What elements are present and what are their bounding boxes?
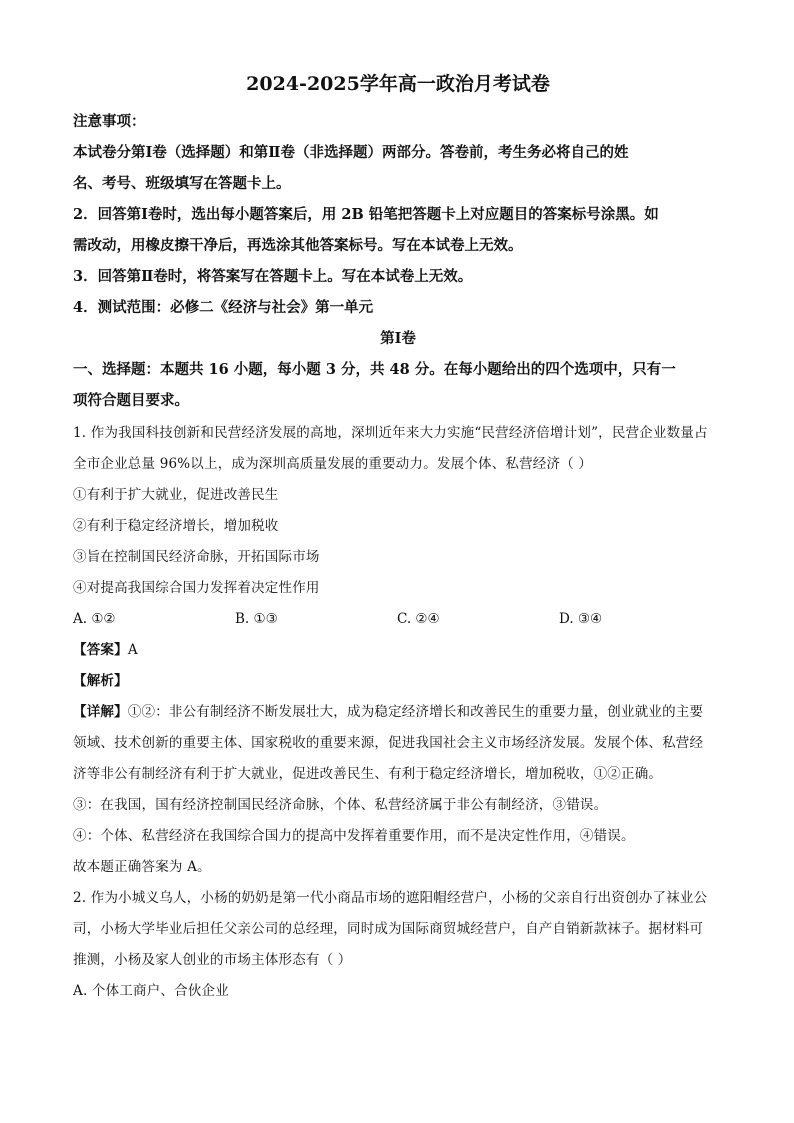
notice-line-2a: 2．回答第Ⅰ卷时，选出每小题答案后，用 2B 铅笔把答题卡上对应题目的答案标号涂黑。如 <box>73 206 659 223</box>
q1-stem-a: 1. 作为我国科技创新和民营经济发展的高地，深圳近年来大力实施“民营经济倍增计划”，民营企业数量占 <box>73 425 708 441</box>
notice-line-3: 3．回答第Ⅱ卷时，将答案写在答题卡上。写在本试卷上无效。 <box>73 268 473 285</box>
part1-instructions-a: 一、选择题：本题共 16 小题，每小题 3 分，共 48 分。在每小题给出的四个选项中，只有一 <box>73 361 676 378</box>
q1-answer-value: A <box>127 642 138 658</box>
q1-option-c: C. ②④ <box>397 611 440 627</box>
q1-conclusion: 故本题正确答案为 A。 <box>73 859 211 875</box>
exam-content <box>73 70 723 1007</box>
q1-detail-e: ④：个体、私营经济在我国综合国力的提高中发挥着重要作用，而不是决定性作用，④错误。 <box>73 828 635 844</box>
q1-statement-1: ①有利于扩大就业，促进改善民生 <box>73 487 279 503</box>
q2-stem-c: 推测，小杨及家人创业的市场主体形态有（ ） <box>73 952 352 968</box>
q1-analysis-label: 【解析】 <box>73 673 128 689</box>
q1-detail-c: 济等非公有制经济有利于扩大就业，促进改善民生、有利于稳定经济增长，增加税收，①②正确。 <box>73 766 663 782</box>
q1-option-d: D. ③④ <box>559 611 603 627</box>
q1-detail-b: 领域、技术创新的重要主体、国家税收的重要来源，促进我国社会主义市场经济发展。发展个体、私营经 <box>73 735 704 751</box>
q1-answer-label: 【答案】 <box>73 642 128 658</box>
q2-option-a: A. 个体工商户、合伙企业 <box>73 983 229 999</box>
notice-line-1b: 名、考号、班级填写在答题卡上。 <box>73 175 291 192</box>
notice-heading: 注意事项： <box>73 113 146 130</box>
q1-options <box>73 604 723 635</box>
q1-detail-a <box>73 697 723 728</box>
q1-detail-d: ③：在我国，国有经济控制国民经济命脉，个体、私营经济属于非公有制经济，③错误。 <box>73 797 608 813</box>
q1-analysis <box>73 666 723 697</box>
page-title: 2024-2025学年高一政治月考试卷 <box>246 73 550 95</box>
notice-line-2b: 需改动，用橡皮擦干净后，再选涂其他答案标号。写在本试卷上无效。 <box>73 237 523 254</box>
q2-stem-a: 2. 作为小城义乌人，小杨的奶奶是第一代小商品市场的遮阳帽经营户，小杨的父亲自行出资创办了袜业公 <box>73 890 708 906</box>
part1-instructions-b: 项符合题目要求。 <box>73 392 189 409</box>
q1-answer <box>73 635 723 666</box>
notice-line-1a: 本试卷分第Ⅰ卷（选择题）和第Ⅱ卷（非选择题）两部分。答卷前，考生务必将自己的姓 <box>73 144 629 161</box>
q1-statement-4: ④对提高我国综合国力发挥着决定性作用 <box>73 580 320 596</box>
q1-statement-2: ②有利于稳定经济增长，增加税收 <box>73 518 279 534</box>
part1-heading: 第Ⅰ卷 <box>380 330 416 347</box>
q1-stem-b: 全市企业总量 96%以上，成为深圳高质量发展的重要动力。发展个体、私营经济（ ） <box>73 456 593 472</box>
q1-detail-text-a: ①②：非公有制经济不断发展壮大，成为稳定经济增长和改善民生的重要力量，创业就业的主要 <box>127 704 704 720</box>
q1-statement-3: ③旨在控制国民经济命脉，开拓国际市场 <box>73 549 320 565</box>
q1-detail-label: 【详解】 <box>73 704 128 720</box>
q2-stem-b: 司，小杨大学毕业后担任父亲公司的总经理，同时成为国际商贸城经营户，自产自销新款袜子。据材料可 <box>73 921 704 937</box>
notice-line-4: 4．测试范围：必修二《经济与社会》第一单元 <box>73 299 374 316</box>
q1-option-b: B. ①③ <box>235 611 278 627</box>
q1-option-a: A. ①② <box>73 611 116 627</box>
